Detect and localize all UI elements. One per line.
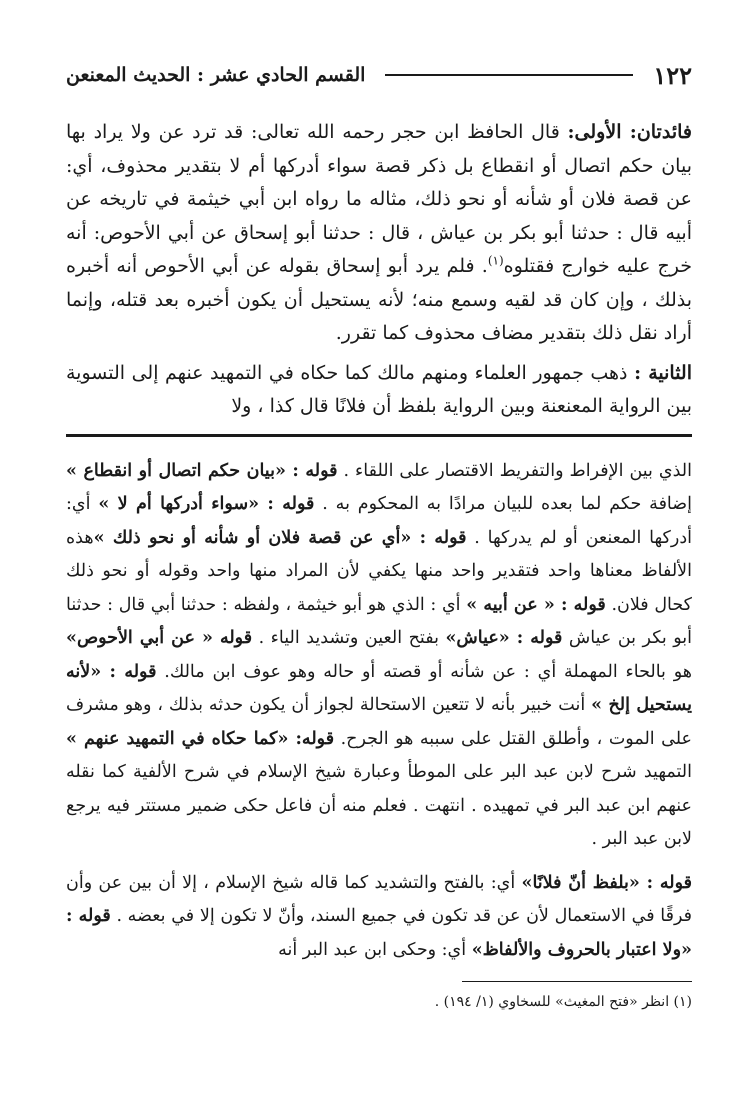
header-rule xyxy=(385,74,633,76)
commentary-text: التمهيد شرح لابن عبد البر على الموطأ وعبارة شيخ الإسلام في شرح الألفية كما نقله عنهم ابن عبد البر في تمهيده . انتهت . فعلم منه أن فاعل حكى ضمير مستتر فيه يرجع لابن عبد البر . xyxy=(66,762,692,849)
commentary-text: هو بالحاء المهملة أي : عن شأنه أو قصته أو حاله وهو عوف ابن مالك. xyxy=(156,661,692,682)
paragraph-lead: فائدتان: الأولى: xyxy=(567,121,692,143)
paragraph-second-benefit xyxy=(66,357,692,424)
paragraph-lead: الثانية : xyxy=(634,361,692,384)
footnote-marker: (١) xyxy=(487,253,504,268)
quoted-phrase: قوله : «عياش» xyxy=(445,628,563,648)
quoted-phrase: قوله : «ولا اعتبار بالحروف والألفاظ» xyxy=(66,906,692,960)
quoted-phrase: قوله: «كما حكاه في التمهيد عنهم » xyxy=(66,728,335,749)
paragraph-first-benefit xyxy=(66,116,692,351)
commentary-text: أي: أدركها المعنعن أو لم يدركها . xyxy=(66,494,692,548)
text-commentary-separator xyxy=(66,434,692,437)
paragraph-text: . فلم يرد أبو إسحاق بقوله عن أبي الأحوص أنه أخبره بذلك ، وإن كان قد لقيه وسمع منه؛ لأنه يستحيل أن يكون أخبره بعد قتله، وإنما أراد نقل ذلك بتقدير مضاف محذوف كما تقرر. xyxy=(66,255,692,344)
quoted-phrase: قوله : «لأنه يستحيل إلخ » xyxy=(66,661,692,715)
commentary-section xyxy=(66,455,692,968)
quoted-phrase: قوله « عن أبي الأحوص» xyxy=(66,628,253,648)
footnote-rule xyxy=(462,981,692,982)
commentary-paragraph xyxy=(66,867,692,968)
commentary-text: هذه الألفاظ معناها واحد فتقدير واحد منها يكفي لأن المراد منها واحد وقوله أو نحو ذلك كحال فلان. xyxy=(66,527,692,615)
quoted-phrase: قوله : « عن أبيه » xyxy=(466,594,606,615)
quoted-phrase: قوله : «بيان حكم اتصال أو انقطاع » xyxy=(66,460,338,481)
commentary-text: أي: وحكى ابن عبد البر أنه xyxy=(278,939,472,960)
commentary-text: أنت خبير بأنه لا تتعين الاستحالة لجواز أن يكون حدثه بذلك ، وهو مشرف على الموت ، وأطلق القتل على سببه هو الجرح. xyxy=(66,695,692,749)
footnote: (١) انظر «فتح المغيث» للسخاوي (١/ ١٩٤) . xyxy=(434,994,692,1010)
quoted-phrase: قوله : «بلفظ أنّ فلانًا» xyxy=(521,872,692,893)
page-number: ١٢٢ xyxy=(653,60,692,90)
commentary-text: أي : الذي هو أبو خيثمة ، ولفظه : حدثنا أبي قال : حدثنا أبو بكر بن عياش xyxy=(66,594,693,648)
running-title: القسم الحادي عشر : الحديث المعنعن xyxy=(66,64,366,86)
paragraph-text: ذهب جمهور العلماء ومنهم مالك كما حكاه في التمهيد عنهم إلى التسوية بين الرواية المعنعنة وبين الرواية بلفظ أن فلانًا قال كذا ، ولا xyxy=(66,361,692,417)
paragraph-text: قال الحافظ ابن حجر رحمه الله تعالى: قد ترد عن ولا يراد بها بيان حكم اتصال أو انقطاع بل ذكر قصة سواء أدركها أم لا بتقدير محذوف، أي: عن قصة فلان أو شأنه أو نحو ذلك، مثاله ما رواه ابن أبي خيثمة في تاريخه عن أبيه قال : حدثنا أبو بكر بن عياش ، قال : حدثنا أبو إسحاق عن أبي الأحوص: أنه خرج عليه خوارج فقتلوه xyxy=(66,121,692,277)
commentary-text: الذي بين الإفراط والتفريط الاقتصار على اللقاء . xyxy=(337,460,692,481)
commentary-text: أي: بالفتح والتشديد كما قاله شيخ الإسلام ، إلا أن بين عن وأن فرقًا في الاستعمال لأن عن قد تكون في جميع السند، وأنّ لا تكون إلا في بعضه . xyxy=(66,872,692,926)
commentary-text: إضافة حكم لما بعده للبيان مرادًا به المحكوم به . xyxy=(314,494,692,514)
main-text xyxy=(66,116,692,424)
quoted-phrase: قوله : «أي عن قصة فلان أو شأنه أو نحو ذلك » xyxy=(93,527,467,548)
commentary-paragraph xyxy=(66,455,692,857)
quoted-phrase: قوله : «سواء أدركها أم لا » xyxy=(98,494,315,514)
commentary-text: بفتح العين وتشديد الياء . xyxy=(252,628,446,648)
page-header xyxy=(66,52,692,98)
